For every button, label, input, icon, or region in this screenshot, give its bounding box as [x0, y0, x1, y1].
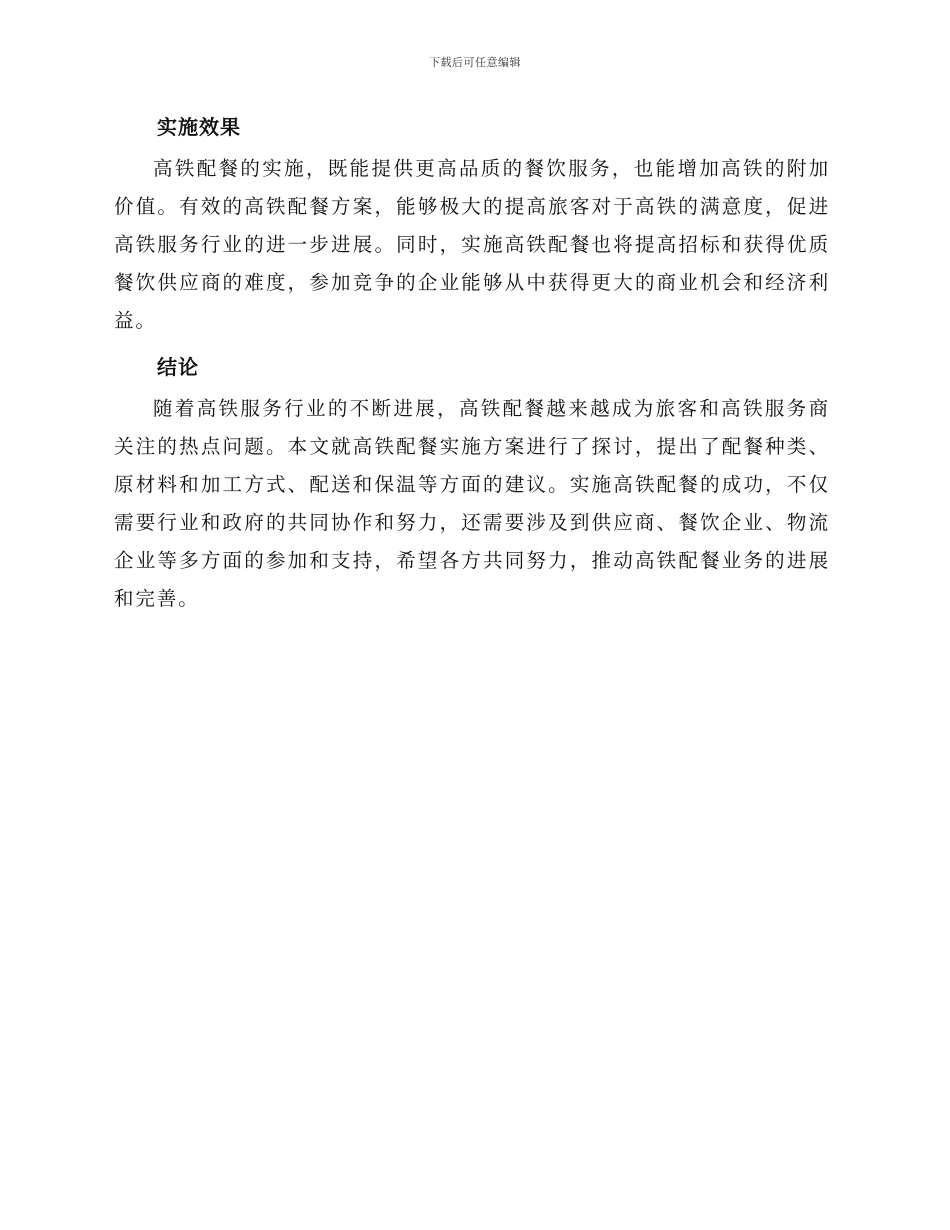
section-paragraph-effects: 高铁配餐的实施，既能提供更高品质的餐饮服务，也能增加高铁的附加价值。有效的高铁配餐方案，能够极大的提高旅客对于高铁的满意度，促进高铁服务行业的进一步进展。同时，实施高铁配餐也将提高招标和获得优质餐饮供应商的难度，参加竞争的企业能够从中获得更大的商业机会和经济利益。: [114, 157, 830, 332]
section-heading-conclusion: 结论: [157, 355, 199, 379]
section-paragraph-conclusion: 随着高铁服务行业的不断进展，高铁配餐越来越成为旅客和高铁服务商关注的热点问题。本文就高铁配餐实施方案进行了探讨，提出了配餐种类、原材料和加工方式、配送和保温等方面的建议。实施高铁配餐的成功，不仅需要行业和政府的共同协作和努力，还需要涉及到供应商、餐饮企业、物流企业等多方面的参加和支持，希望各方共同努力，推动高铁配餐业务的进展和完善。: [114, 397, 830, 610]
section-heading-effects: 实施效果: [157, 115, 241, 139]
page-header-note: 下载后可任意编辑: [429, 56, 521, 69]
document-body: [114, 110, 830, 618]
